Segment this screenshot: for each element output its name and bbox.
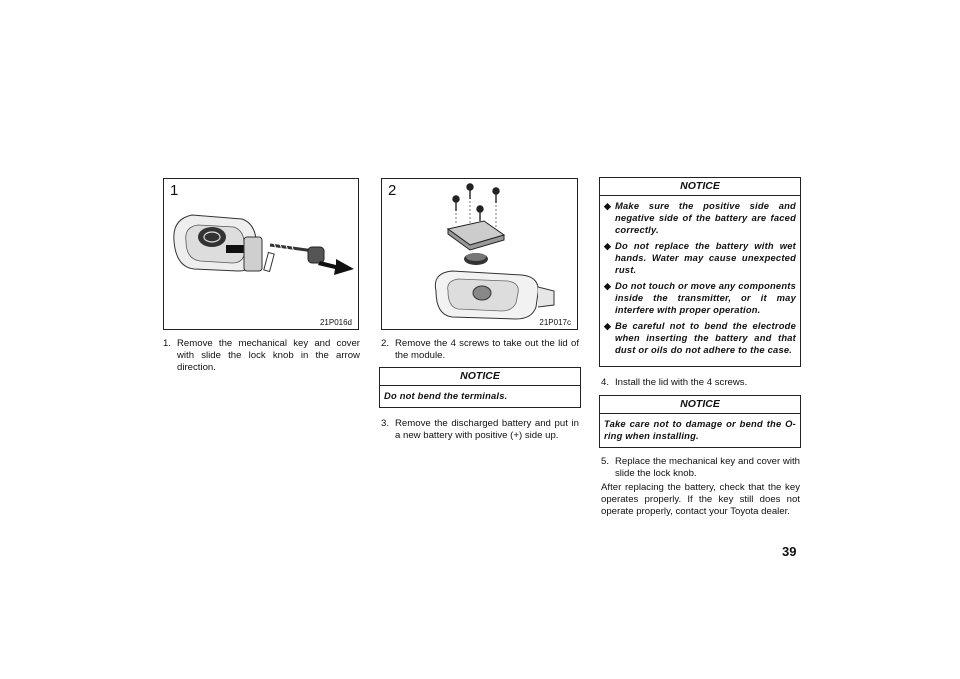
key-removal-illustration: [164, 179, 360, 331]
notice-item: [604, 200, 796, 236]
diamond-bullet-icon: ◆: [604, 281, 612, 291]
notice-text: Do not bend the terminals.: [384, 390, 508, 401]
figure-2: [381, 178, 578, 330]
notice-title: NOTICE: [380, 368, 580, 386]
notice-item: [604, 280, 796, 316]
module-disassembly-illustration: [382, 179, 579, 331]
figure-number: 1: [170, 182, 179, 199]
step-text: Replace the mechanical key and cover with slide the lock knob.: [615, 456, 800, 479]
step-1: [163, 338, 360, 374]
notice-text: Take care not to damage or bend the O-ring when installing.: [604, 418, 796, 441]
page-number: 39: [782, 544, 797, 559]
step-3: [381, 418, 579, 442]
notice-title: NOTICE: [600, 178, 800, 196]
step-text: Remove the 4 screws to take out the lid of the module.: [395, 338, 579, 361]
step-text: Install the lid with the 4 screws.: [615, 377, 748, 388]
notice-battery: [599, 177, 801, 367]
step-text: Remove the discharged battery and put in a new battery with positive (+) side up.: [395, 418, 579, 441]
figure-1: [163, 178, 359, 330]
notice-terminals: [379, 367, 581, 408]
notice-item-text: Do not replace the battery with wet hands. Water may cause unexpected rust.: [615, 240, 796, 275]
notice-title: NOTICE: [600, 396, 800, 414]
diamond-bullet-icon: ◆: [604, 241, 612, 251]
notice-item-text: Do not touch or move any components inside the transmitter, or it may interfere with proper operation.: [615, 280, 796, 315]
notice-item: [604, 240, 796, 276]
notice-item: [604, 320, 796, 356]
step-number: 5.: [601, 456, 610, 467]
notice-body: [600, 196, 800, 359]
figure-number: 2: [388, 182, 397, 199]
closing-paragraph: After replacing the battery, check that the key operates properly. If the key still does not operate properly, contact your Toyota dealer.: [601, 482, 800, 517]
step-number: 3.: [381, 418, 390, 429]
notice-item-text: Be careful not to bend the electrode when inserting the battery and that dust or oils do not adhere to the case.: [615, 320, 796, 355]
step-4: [601, 377, 800, 389]
step-2: [381, 338, 579, 362]
step-text: Remove the mechanical key and cover with slide the lock knob in the arrow direction.: [177, 338, 360, 373]
step-5: [601, 456, 800, 480]
figure-code: 21P016d: [319, 318, 352, 327]
diamond-bullet-icon: ◆: [604, 321, 612, 331]
diamond-bullet-icon: ◆: [604, 201, 612, 211]
step-number: 1.: [163, 338, 172, 349]
step-number: 2.: [381, 338, 390, 349]
notice-item-text: Make sure the positive side and negative side of the battery are faced correctly.: [615, 200, 796, 235]
notice-o-ring: [599, 395, 801, 448]
step-number: 4.: [601, 377, 610, 388]
figure-code: 21P017c: [539, 318, 571, 327]
